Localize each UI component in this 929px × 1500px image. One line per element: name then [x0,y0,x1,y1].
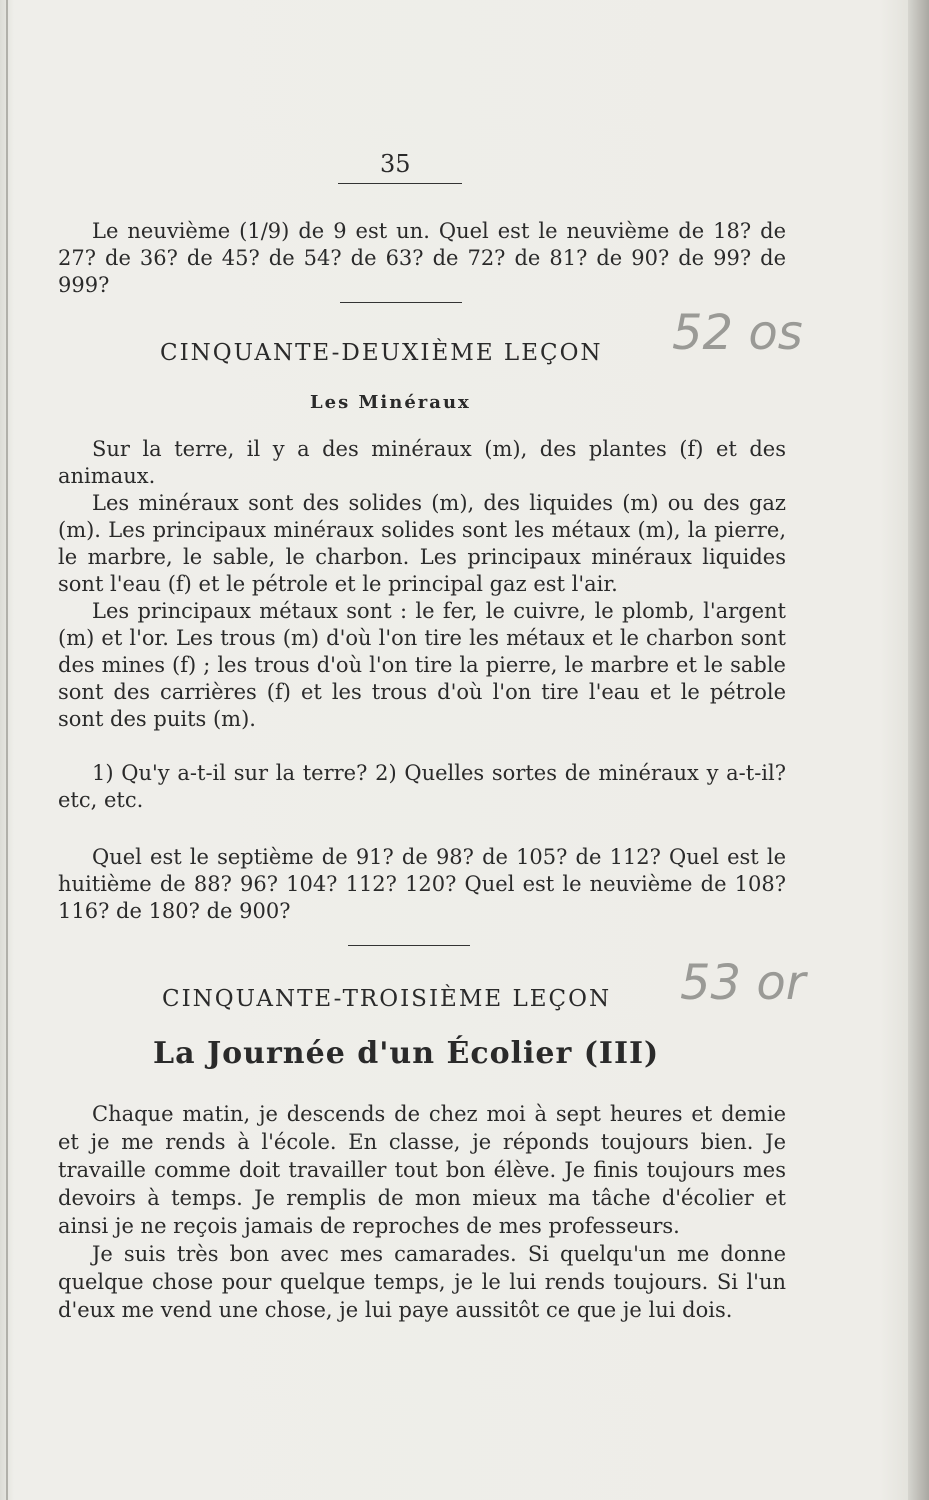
lesson-53-body [58,1100,786,1324]
lesson-52-exercise [58,844,786,925]
lesson-52-heading: CINQUANTE-DEUXIÈME LEÇON [160,340,603,366]
lesson-53-paragraph-2: Je suis très bon avec mes camarades. Si quelqu'un me donne quelque chose pour quelque temps, je le lui rends toujours. Si l'un d'eux me vend une chose, je lui paye aussitôt ce que je lui dois. [58,1242,786,1322]
lesson-52-paragraph-3: Les principaux métaux sont : le fer, le cuivre, le plomb, l'argent (m) et l'or. Les trous (m) d'où l'on tire les métaux et le charbon sont des mines (f) ; les trous d'où l'on tire la pierre, le marbre et le sable sont des carrières (f) et les trous d'où l'on tire l'eau et le pétrole sont des puits (m). [58,599,786,731]
divider-rule [348,945,470,946]
questions-text: 1) Qu'y a-t-il sur la terre? 2) Quelles sortes de minéraux y a-t-il? etc, etc. [58,761,786,812]
margin-note-53: 53 or [680,955,806,1011]
lesson-52-subtitle: Les Minéraux [310,392,471,413]
lesson-53-paragraph-1: Chaque matin, je descends de chez moi à sept heures et demie et je me rends à l'école. En classe, je réponds toujours bien. Je travaille comme doit travailler tout bon élève. Je finis toujours mes devoirs à temps. Je remplis de mon mieux ma tâche d'écolier et ainsi je ne reçois jamais de reproches de mes professeurs. [58,1102,786,1238]
lesson-52-paragraph-1: Sur la terre, il y a des minéraux (m), des plantes (f) et des animaux. [58,437,786,488]
page-spine [6,0,8,1500]
divider-rule [338,183,462,184]
intro-paragraph [58,218,786,299]
page-edge [908,0,929,1500]
lesson-53-title: La Journée d'un Écolier (III) [153,1036,660,1071]
margin-note-52: 52 os [672,305,803,361]
lesson-53-heading: CINQUANTE-TROISIÈME LEÇON [162,986,612,1012]
lesson-52-questions [58,760,786,814]
lesson-52-paragraph-2: Les minéraux sont des solides (m), des liquides (m) ou des gaz (m). Les principaux minéraux solides sont les métaux (m), la pierre, le marbre, le sable, le charbon. Les principaux minéraux liquides sont l'eau (f) et le pétrole et le principal gaz est l'air. [58,491,786,596]
lesson-52-body [58,436,786,733]
page-number: 35 [380,150,411,178]
exercise-text: Quel est le septième de 91? de 98? de 105? de 112? Quel est le huitième de 88? 96? 104? 112? 120? Quel est le neuvième de 108? 116? de 180? de 900? [58,845,786,923]
divider-rule [340,302,462,303]
intro-text: Le neuvième (1/9) de 9 est un. Quel est le neuvième de 18? de 27? de 36? de 45? de 54? de 63? de 72? de 81? de 90? de 99? de 999? [58,219,786,297]
